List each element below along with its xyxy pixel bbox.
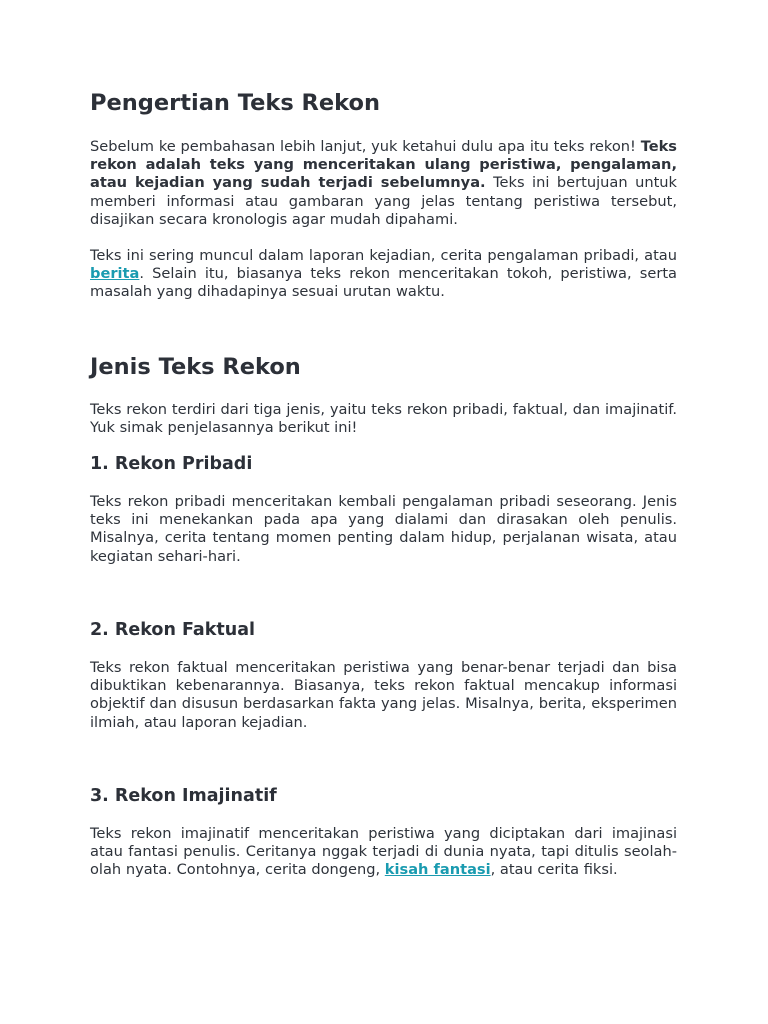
usage-lead-text: Teks ini sering muncul dalam laporan kejadian, cerita pengalaman pribadi, atau bbox=[90, 247, 677, 264]
paragraph-jenis-intro: Teks rekon terdiri dari tiga jenis, yaitu teks rekon pribadi, faktual, dan imajinatif. Yuk simak penjelasannya berikut ini! bbox=[90, 401, 677, 437]
paragraph-usage bbox=[90, 247, 677, 302]
definition-lead-text: Sebelum ke pembahasan lebih lanjut, yuk ketahui dulu apa itu teks rekon! bbox=[90, 138, 641, 155]
subheading-rekon-imajinatif: 3. Rekon Imajinatif bbox=[90, 786, 277, 806]
heading-pengertian-teks-rekon: Pengertian Teks Rekon bbox=[90, 90, 380, 116]
paragraph-rekon-imajinatif bbox=[90, 825, 677, 880]
paragraph-rekon-pribadi: Teks rekon pribadi menceritakan kembali pengalaman pribadi seseorang. Jenis teks ini menekankan pada apa yang dialami dan dirasakan oleh penulis. Misalnya, cerita tentang momen penting dalam hidup, perjalanan wisata, atau kegiatan sehari-hari. bbox=[90, 493, 677, 565]
heading-jenis-teks-rekon: Jenis Teks Rekon bbox=[90, 354, 301, 380]
paragraph-rekon-faktual: Teks rekon faktual menceritakan peristiwa yang benar-benar terjadi dan bisa dibuktikan kebenarannya. Biasanya, teks rekon faktual mencakup informasi objektif dan disusun berdasarkan fakta yang jelas. Misalnya, berita, eksperimen ilmiah, atau laporan kejadian. bbox=[90, 659, 677, 731]
link-berita[interactable]: berita bbox=[90, 265, 140, 283]
paragraph-definition bbox=[90, 138, 677, 229]
usage-tail-text: . Selain itu, biasanya teks rekon menceritakan tokoh, peristiwa, serta masalah yang dihadapinya sesuai urutan waktu. bbox=[90, 265, 677, 301]
imajinatif-lead-text: Teks rekon imajinatif menceritakan peristiwa yang diciptakan dari imajinasi atau fantasi penulis. Ceritanya nggak terjadi di dunia nyata, tapi ditulis seolah-olah nyata. Contohnya, cerita dongeng, bbox=[90, 825, 677, 879]
subheading-rekon-pribadi: 1. Rekon Pribadi bbox=[90, 454, 253, 474]
imajinatif-tail-text: , atau cerita fiksi. bbox=[490, 861, 618, 879]
link-kisah-fantasi[interactable]: kisah fantasi bbox=[384, 861, 491, 879]
definition-bold-text: Teks rekon adalah teks yang menceritakan ulang peristiwa, pengalaman, atau kejadian yang sudah terjadi sebelumnya. bbox=[90, 138, 677, 192]
subheading-rekon-faktual: 2. Rekon Faktual bbox=[90, 620, 256, 640]
definition-tail-text: Teks ini bertujuan untuk memberi informasi atau gambaran yang jelas tentang peristiwa tersebut, disajikan secara kronologis agar mudah dipahami. bbox=[90, 174, 677, 228]
